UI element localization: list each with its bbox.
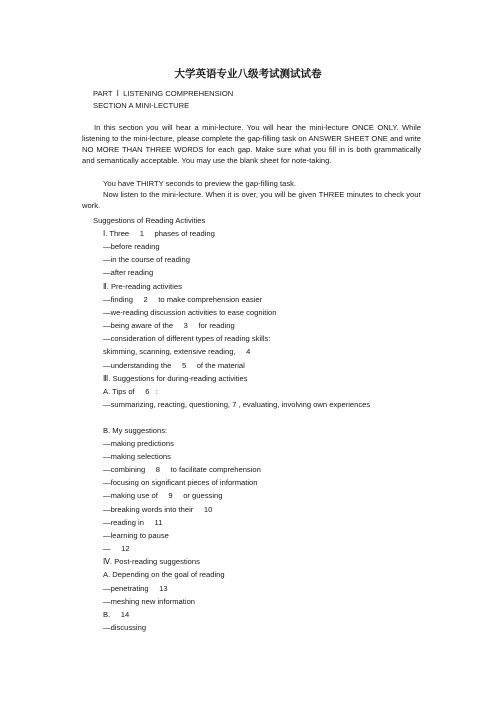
outline-line: —making use of 9 or guessing <box>103 491 223 500</box>
outline-line: Ⅳ. Post-reading suggestions <box>103 557 200 566</box>
intro-paragraph: In this section you will hear a mini-lecture. You will hear the mini-lecture ONCE ONLY. While listening to the mini-lecture, please complete the gap-filling task on ANSWER SHEET ONE and write NO MORE THAN THREE WORDS for each gap. Make sure what you fill in is both grammatically and semantically acceptable. You may use the blank sheet for note-taking. <box>82 123 421 166</box>
outline-line: —before reading <box>103 242 160 251</box>
outline-line: Suggestions of Reading Activities <box>93 216 206 225</box>
outline-line: A. Depending on the goal of reading <box>103 570 225 579</box>
outline-line: —penetrating 13 <box>103 584 168 593</box>
outline-line: skimming, scanning, extensive reading, 4 <box>103 347 251 356</box>
outline-line: —combining 8 to facilitate comprehension <box>103 465 261 474</box>
outline-line: —breaking words into their 10 <box>103 505 213 514</box>
outline-line: —after reading <box>103 268 154 277</box>
outline-line: —finding 2 to make comprehension easier <box>103 295 263 304</box>
outline-line: A. Tips of 6 : <box>103 387 158 396</box>
outline-line: —consideration of different types of reading skills: <box>103 334 271 343</box>
preview-instruction: You have THIRTY seconds to preview the gap-filling task. <box>103 179 297 188</box>
outline-line: —we-reading discussion activities to ease cognition <box>103 308 277 317</box>
outline-line: —in the course of reading <box>103 255 190 264</box>
outline-line: B. My suggestions: <box>103 426 168 435</box>
part-heading: PART Ⅰ LISTENING COMPREHENSION <box>93 89 234 98</box>
outline-line: —discussing <box>103 623 147 632</box>
outline-line: —focusing on significant pieces of information <box>103 478 258 487</box>
outline-line: —reading in 11 <box>103 518 163 527</box>
section-heading: SECTION A MINI-LECTURE <box>93 101 190 110</box>
outline-line: B. 14 <box>103 610 130 619</box>
outline-line: —learning to pause <box>103 531 169 540</box>
outline-line: Ⅰ. Three 1 phases of reading <box>103 229 215 238</box>
outline-line: —understanding the 5 of the material <box>103 361 245 370</box>
outline-line: Ⅲ. Suggestions for during-reading activities <box>103 374 248 383</box>
outline-line: —making selections <box>103 452 171 461</box>
outline-line: —being aware of the 3 for reading <box>103 321 235 330</box>
outline-line: Ⅱ. Pre-reading activities <box>103 282 182 291</box>
outline-line: —making predictions <box>103 439 174 448</box>
page-title: 大学英语专业八级考试测试试卷 <box>174 68 322 80</box>
listen-instruction: Now listen to the mini-lecture. When it is over, you will be given THREE minutes to check your work. <box>82 190 421 211</box>
outline-line: — 12 <box>103 544 130 553</box>
outline-line: —meshing new information <box>103 597 196 606</box>
tips-line: —summarizing, reacting, questioning, 7 , evaluating, involving own experiences <box>103 400 371 409</box>
